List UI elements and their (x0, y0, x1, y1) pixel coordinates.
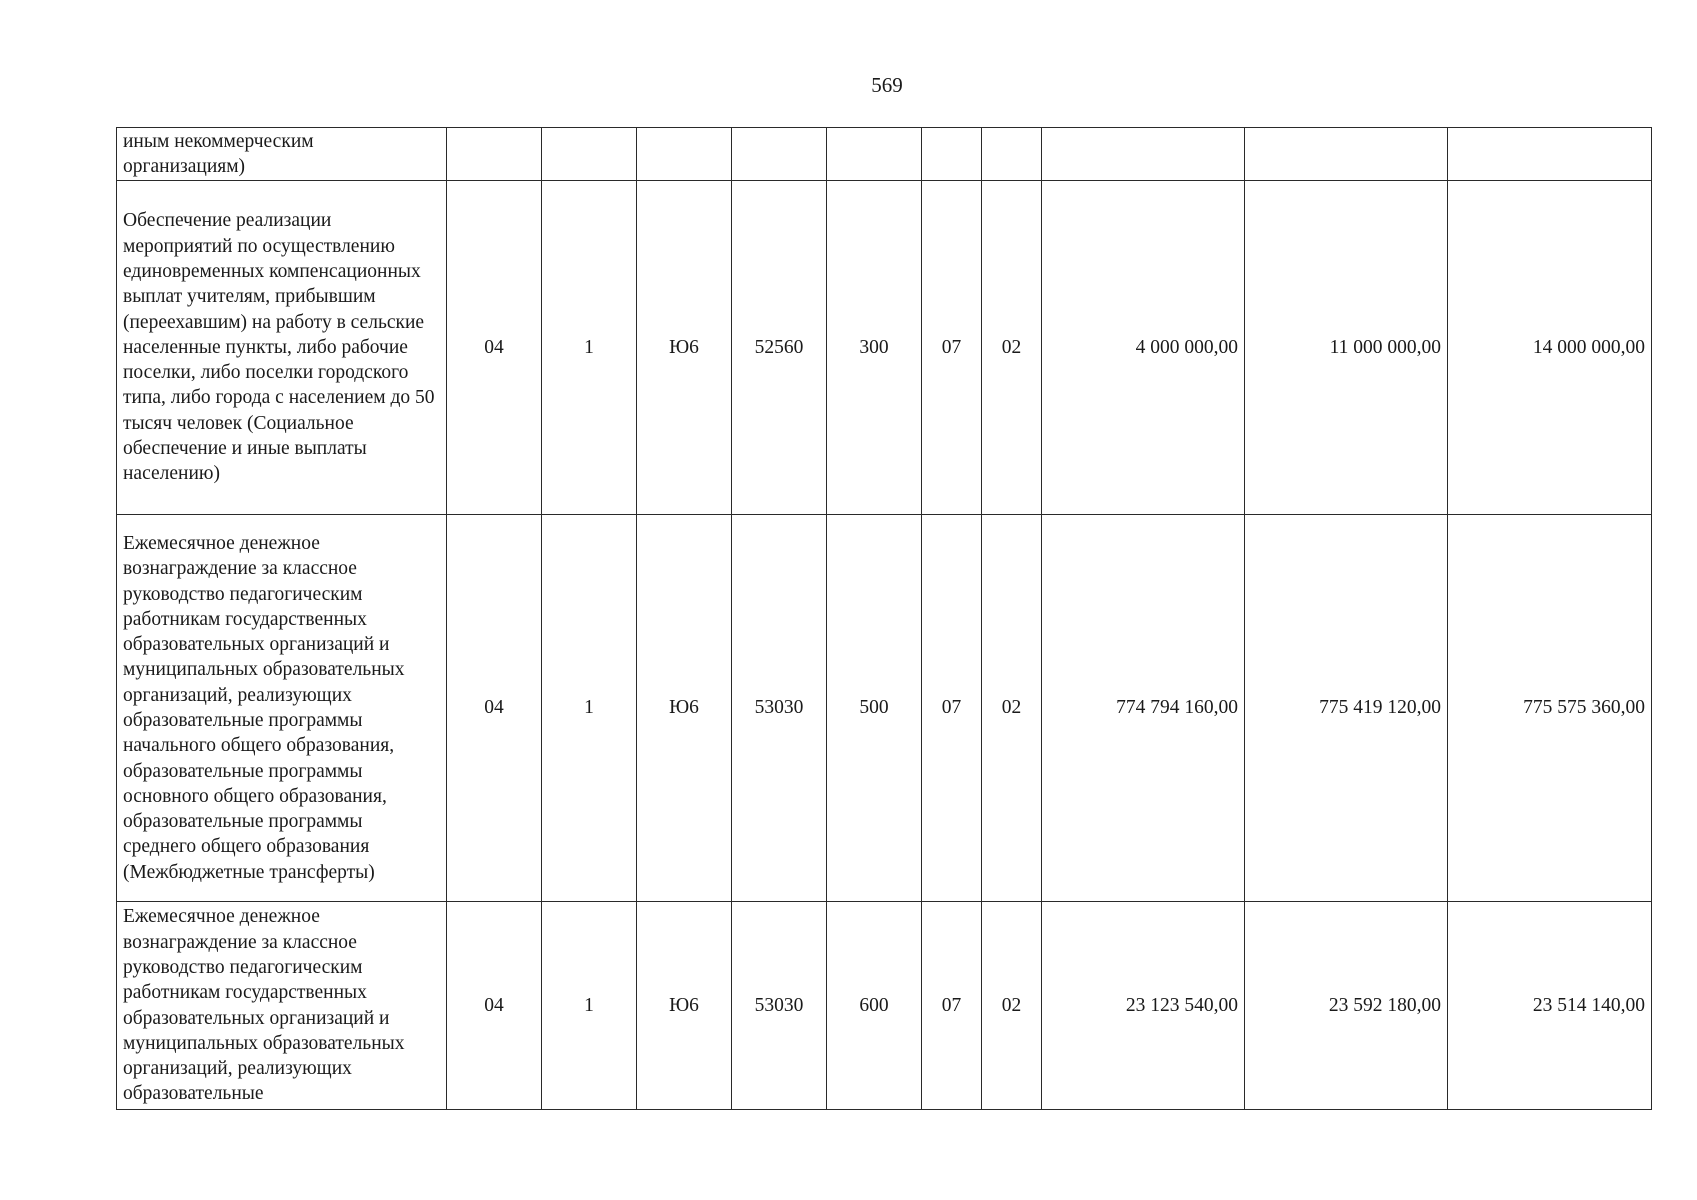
table-row (117, 128, 1652, 181)
table-row (117, 902, 1652, 1110)
cell-amount-1: 774 794 160,00 (1042, 515, 1245, 902)
cell-direction: 53030 (732, 902, 827, 1110)
cell-amount-2: 775 419 120,00 (1245, 515, 1448, 902)
cell-section (922, 128, 982, 181)
cell-direction (732, 128, 827, 181)
table-row (117, 515, 1652, 902)
budget-table (116, 127, 1652, 1110)
row-name: иным некоммерческим организациям) (117, 128, 447, 181)
cell-expense-type (827, 128, 922, 181)
cell-subprogram: 1 (542, 902, 637, 1110)
cell-direction: 52560 (732, 181, 827, 515)
cell-amount-2: 11 000 000,00 (1245, 181, 1448, 515)
cell-program: 04 (447, 181, 542, 515)
cell-subsection: 02 (982, 181, 1042, 515)
cell-section: 07 (922, 902, 982, 1110)
cell-project (637, 128, 732, 181)
cell-section: 07 (922, 181, 982, 515)
cell-program: 04 (447, 902, 542, 1110)
cell-project: Ю6 (637, 515, 732, 902)
table-row (117, 181, 1652, 515)
cell-amount-3: 23 514 140,00 (1448, 902, 1652, 1110)
cell-amount-1: 23 123 540,00 (1042, 902, 1245, 1110)
row-name: Ежемесячное денежное вознаграждение за классное руководство педагогическим работникам государственных образовательных организаций и муниципальных образовательных организаций, реализующих образовательные (117, 902, 447, 1110)
row-name: Ежемесячное денежное вознаграждение за классное руководство педагогическим работникам государственных образовательных организаций и муниципальных образовательных организаций, реализующих образовательные программы начального общего образования, образовательные программы основного общего образования, образовательные программы среднего общего образования (Межбюджетные трансферты) (117, 515, 447, 902)
cell-amount-2 (1245, 128, 1448, 181)
cell-program (447, 128, 542, 181)
cell-amount-1 (1042, 128, 1245, 181)
cell-direction: 53030 (732, 515, 827, 902)
cell-subprogram: 1 (542, 515, 637, 902)
cell-subsection: 02 (982, 515, 1042, 902)
page-number: 569 (871, 73, 903, 97)
cell-expense-type: 500 (827, 515, 922, 902)
cell-subsection: 02 (982, 902, 1042, 1110)
cell-amount-3: 14 000 000,00 (1448, 181, 1652, 515)
cell-amount-1: 4 000 000,00 (1042, 181, 1245, 515)
cell-project: Ю6 (637, 181, 732, 515)
cell-amount-2: 23 592 180,00 (1245, 902, 1448, 1110)
cell-subprogram: 1 (542, 181, 637, 515)
cell-section: 07 (922, 515, 982, 902)
cell-amount-3 (1448, 128, 1652, 181)
cell-subsection (982, 128, 1042, 181)
cell-project: Ю6 (637, 902, 732, 1110)
cell-expense-type: 600 (827, 902, 922, 1110)
cell-program: 04 (447, 515, 542, 902)
row-name: Обеспечение реализации мероприятий по осуществлению единовременных компенсационных выплат учителям, прибывшим (переехавшим) на работу в сельские населенные пункты, либо рабочие поселки, либо поселки городского типа, либо города с населением до 50 тысяч человек (Социальное обеспечение и иные выплаты населению) (117, 181, 447, 515)
cell-subprogram (542, 128, 637, 181)
cell-amount-3: 775 575 360,00 (1448, 515, 1652, 902)
cell-expense-type: 300 (827, 181, 922, 515)
